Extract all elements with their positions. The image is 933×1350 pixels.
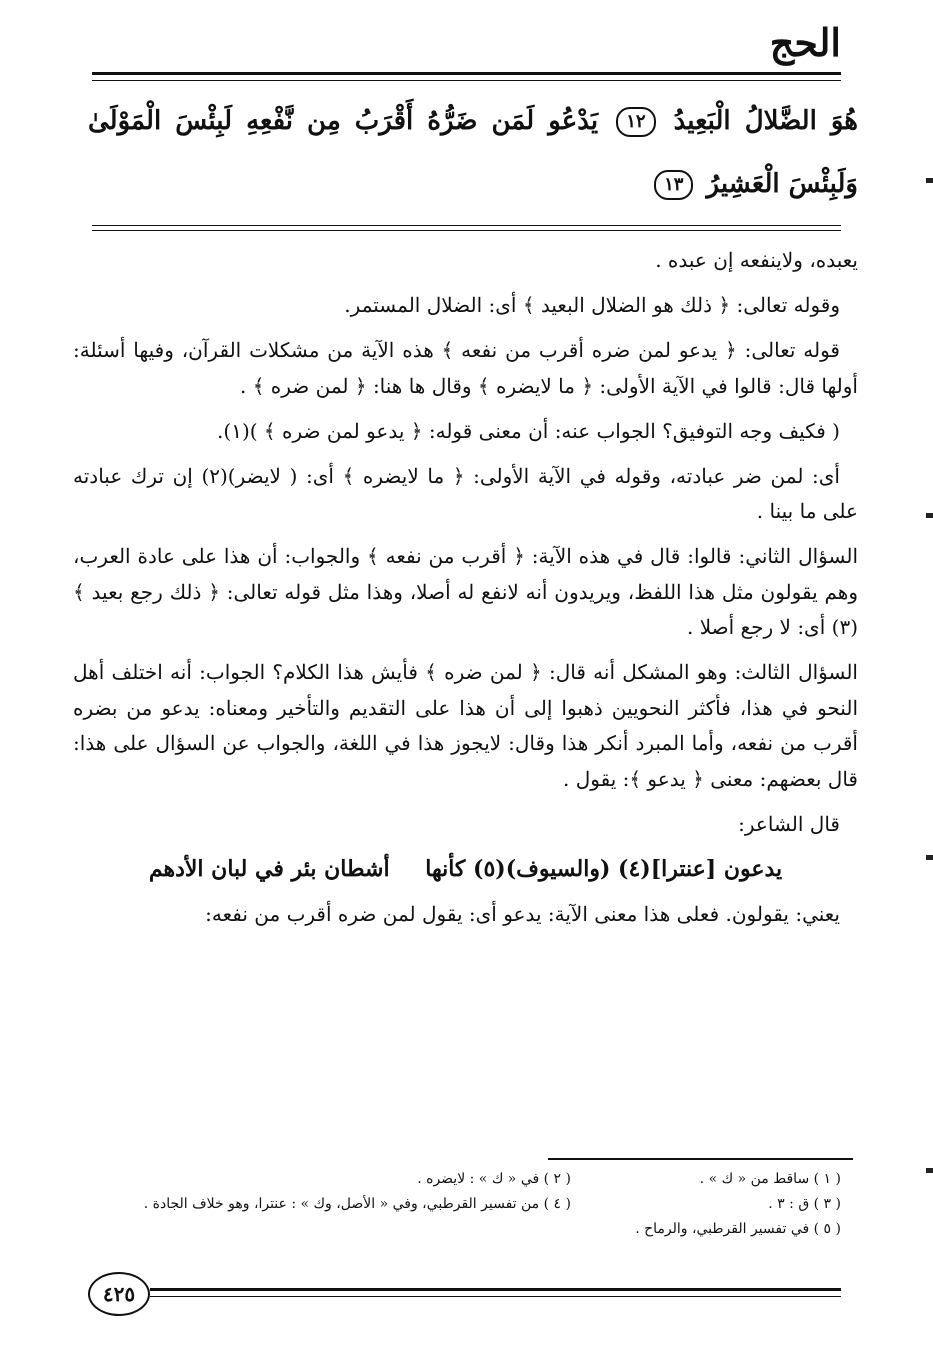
paragraph: قوله تعالى: ﴿ يدعو لمن ضره أقرب من نفعه ﴾ هذه الآية من مشكلات القرآن، وفيها أسئلة: أولها قال: قالوا في الآية الأولى: ﴿ ما لايضره ﴾ وقال ها هنا: ﴿ لمن ضره ﴾ .: [73, 338, 858, 398]
footnote-4: ( ٤ ) من تفسير القرطبي، وفي « الأصل، وك » : عنترا، وهو خلاف الجادة .: [143, 1196, 571, 1212]
footer-rule-thin: [150, 1296, 841, 1297]
footer-rule-thick: [150, 1288, 841, 1291]
verse-text-1: هُوَ الضَّلالُ الْبَعِيدُ: [673, 106, 859, 136]
poem-verse: [73, 852, 858, 888]
poem-hemistich-first: يدعون [عنترا](٤) (والسيوف)(٥) كأنها: [425, 855, 783, 882]
margin-mark: [926, 855, 933, 860]
footnote-3: ( ٣ ) ق : ٣ .: [768, 1196, 841, 1212]
poem-hemistich-second: أشطان بئر في لبان الأدهم: [148, 855, 390, 882]
paragraph: قال الشاعر:: [738, 811, 840, 836]
paragraph: السؤال الثالث: وهو المشكل أنه قال: ﴿ لمن ضره ﴾ فأيش هذا الكلام؟ الجواب: أنه اختلف أهل النحو في هذا، فأكثر النحويين ذهبوا إلى أن هذا على التقديم والتأخير ومعناه: يدعو من بضره أقرب من نفعه، وأما المبرد أنكر هذا وقال: لايجوز هذا في اللغة، والجواب عن السؤال على هذا: قال بعضهم: معنى ﴿ يدعو ﴾: يقول .: [73, 660, 858, 791]
paragraph: وقوله تعالى: ﴿ ذلك هو الضلال البعيد ﴾ أى: الضلال المستمر.: [344, 293, 840, 317]
quran-verse-block: [88, 90, 858, 216]
commentary-text: [73, 243, 858, 942]
margin-mark: [926, 178, 933, 183]
footnote-1: ( ١ ) ساقط من « ك » .: [699, 1171, 841, 1187]
paragraph: يعني: يقولون. فعلى هذا معنى الآية: يدعو أى: يقول لمن ضره أقرب من نفعه:: [205, 901, 840, 926]
footnote-2: ( ٢ ) في « ك » : لايضره .: [417, 1171, 571, 1187]
verse-rule-top: [92, 225, 841, 226]
page-number: ٤٢٥: [88, 1272, 150, 1316]
footnote-5: ( ٥ ) في تفسير القرطبي، والرماح .: [635, 1221, 841, 1237]
running-head: الحج: [769, 20, 841, 65]
verse-text-2: يَدْعُو لَمَن ضَرُّهُ أَقْرَبُ مِن نَّفْعِهِ لَبِئْسَ الْمَوْلَىٰ وَلَبِئْسَ الْعَشِيرُ: [88, 106, 858, 199]
footnote-separator: [548, 1158, 853, 1160]
footnote-row: [91, 1192, 841, 1217]
header-rule-thick: [92, 72, 841, 75]
verse-number-13: ١٣: [654, 170, 693, 200]
paragraph: ( فكيف وجه التوفيق؟ الجواب عنه: أن معنى قوله: ﴿ يدعو لمن ضره ﴾ )(١).: [217, 418, 840, 443]
verse-rule-bottom: [92, 230, 841, 231]
paragraph: أى: لمن ضر عبادته، وقوله في الآية الأولى: ﴿ ما لايضره ﴾ أى: ( لايضر)(٢) إن ترك عبادته على ما بينا .: [73, 463, 858, 523]
footnotes: [91, 1167, 841, 1242]
margin-mark: [926, 513, 933, 518]
footnote-row: [91, 1167, 841, 1192]
margin-mark: [926, 1168, 933, 1173]
paragraph: يعبده، ولاينفعه إن عبده .: [655, 248, 858, 272]
verse-number-12: ١٢: [616, 107, 655, 137]
paragraph: السؤال الثاني: قالوا: قال في هذه الآية: ﴿ أقرب من نفعه ﴾ والجواب: أن هذا على عادة العرب، وهم يقولون مثل هذا اللفظ، ويريدون أنه لانفع له أصلا، وهذا مثل قوله تعالى: ﴿ ذلك رجع بعيد ﴾(٣) أى: لا رجع أصلا .: [73, 544, 858, 639]
footnote-row: [91, 1217, 841, 1242]
header-rule-thin: [92, 80, 841, 81]
